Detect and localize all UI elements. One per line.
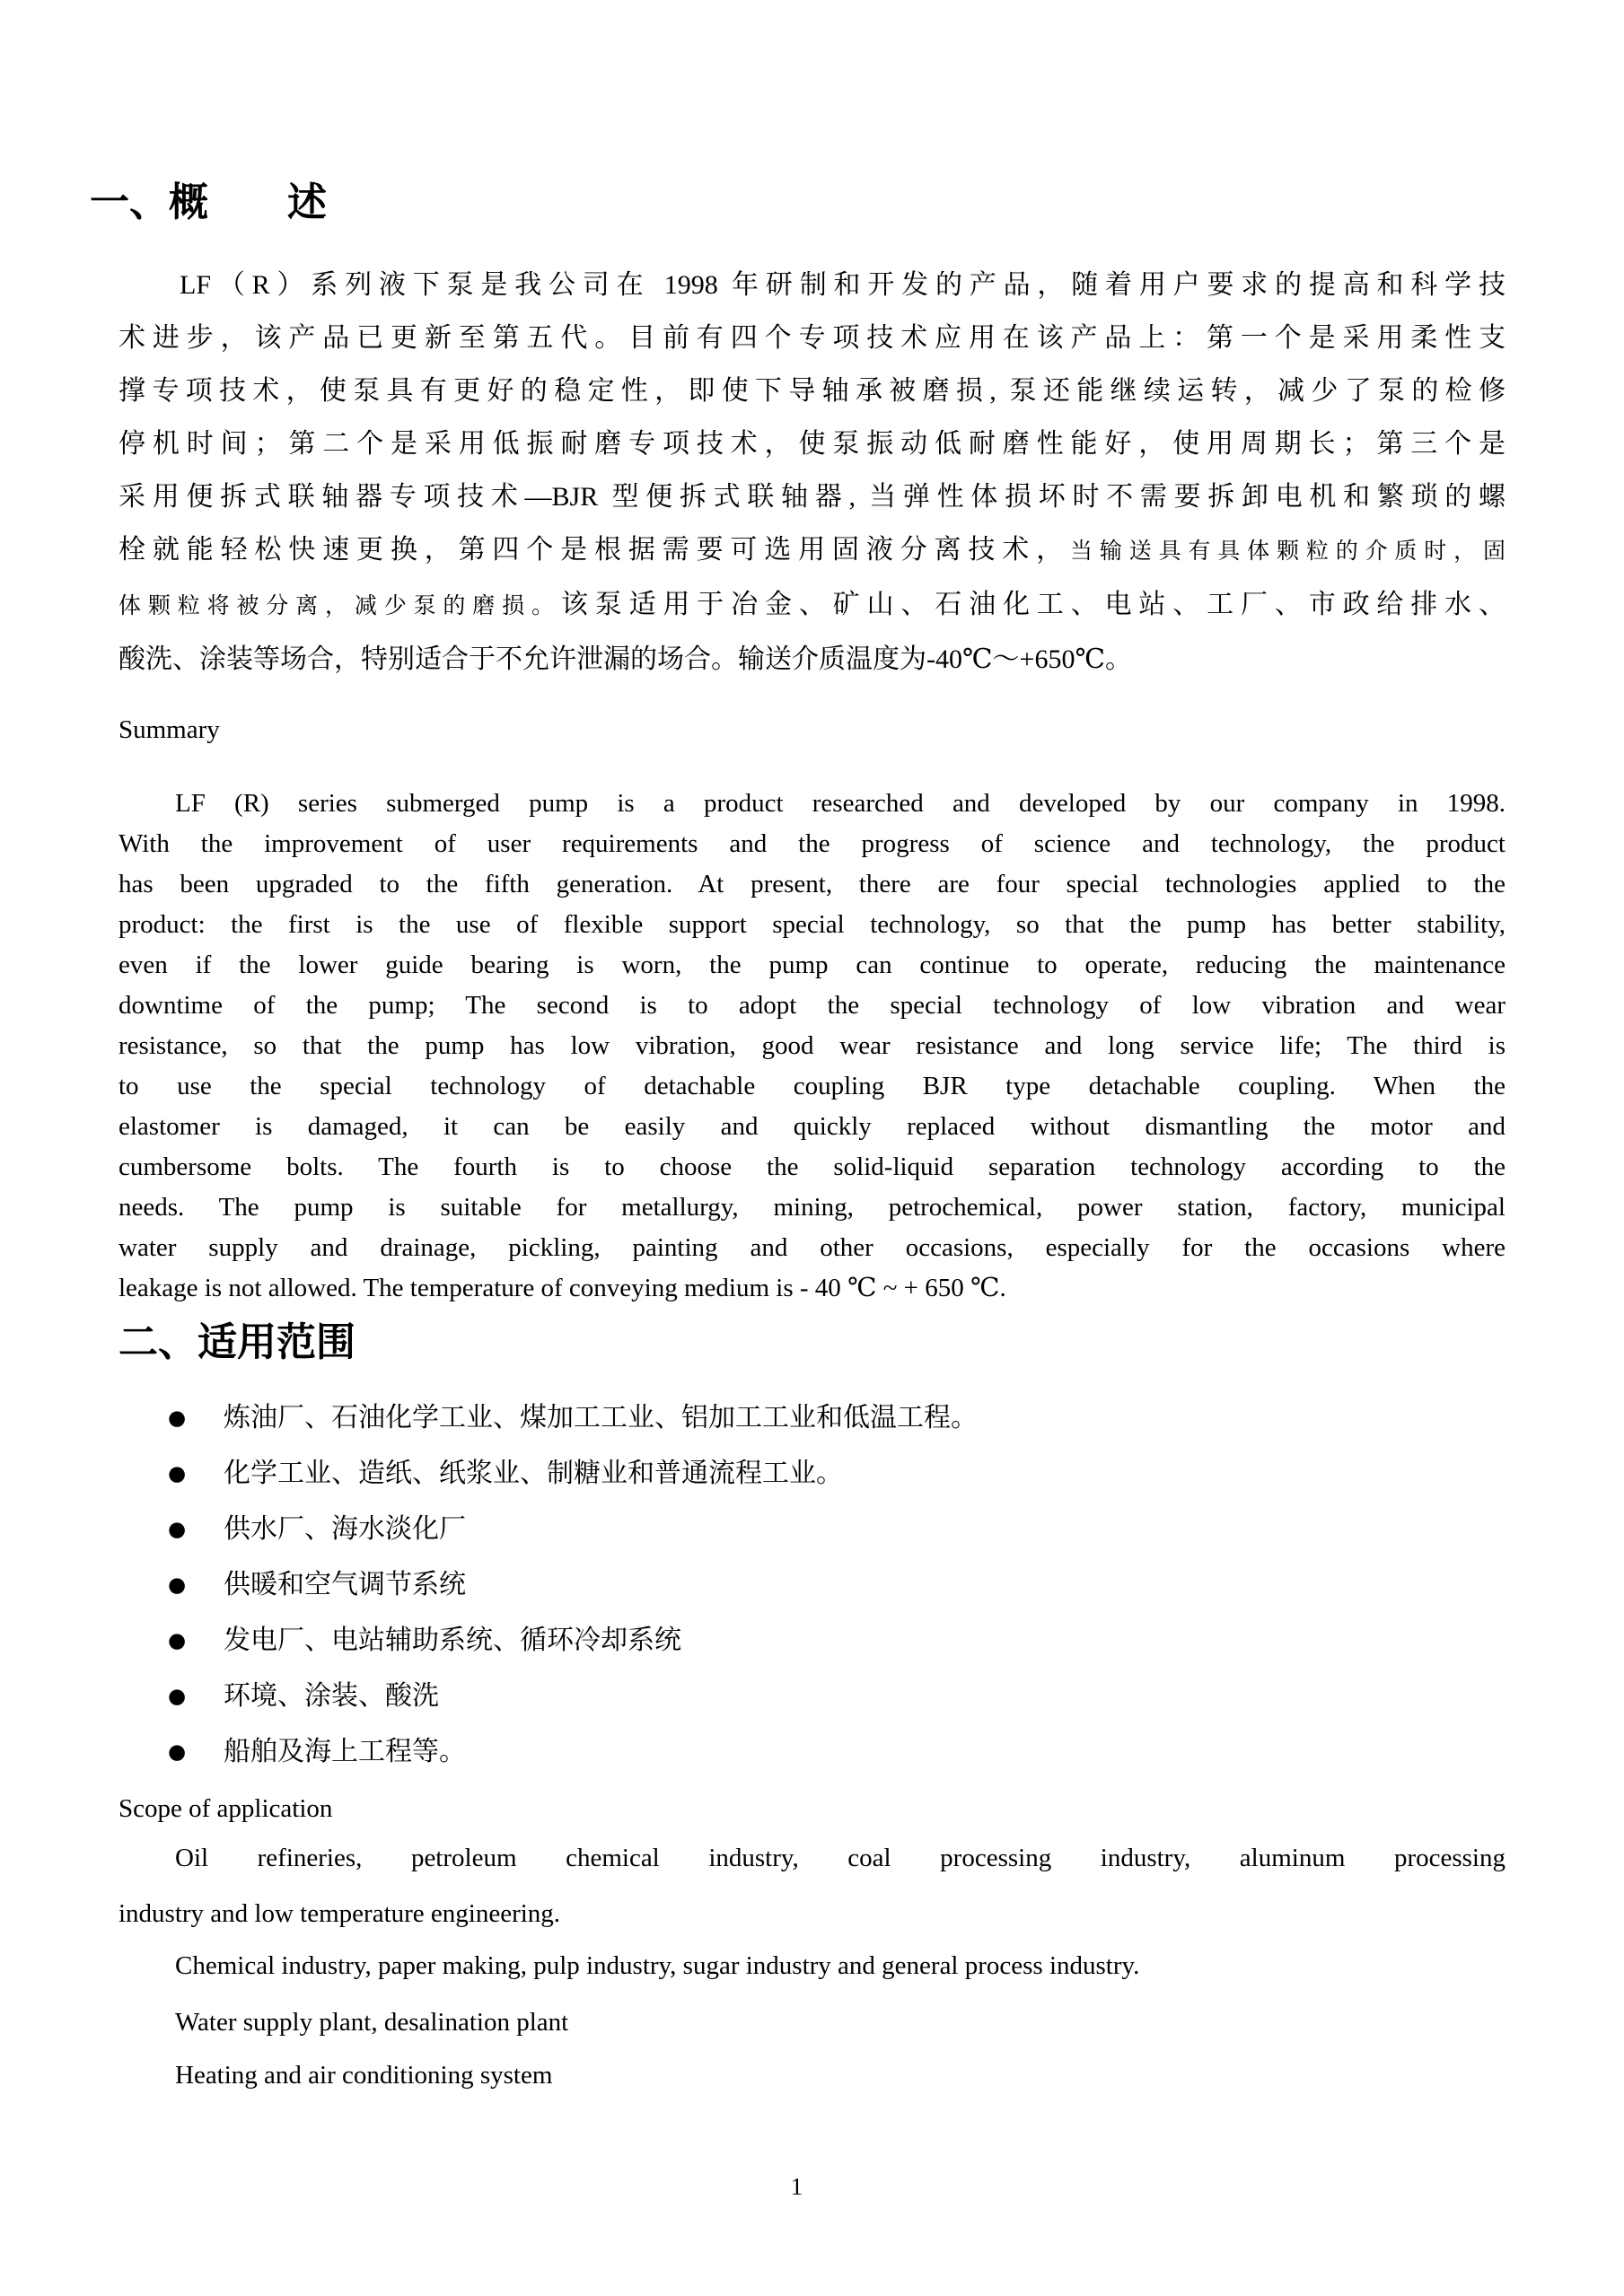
summary-line: With the improvement of user requirements and the progress of science and technology, the product [119,829,1505,858]
overview-line-6-small: 当输送具有具体颗粒的介质时，固 [1070,539,1505,564]
overview-line-7-small: 体颗粒将被分离，减少泵的磨损。 [119,594,561,618]
list-item-text: 炼油厂、石油化学工业、煤加工工业、铝加工工业和低温工程。 [224,1403,978,1433]
overview-line-5: 采用便拆式联轴器专项技术—BJR 型便拆式联轴器, 当弹性体损坏时不需要拆卸电机和繁琐的螺 [119,482,1505,512]
scope-en-line: Chemical industry, paper making, pulp industry, sugar industry and general process industry. [175,1951,1140,1980]
scope-en-line: Oil refineries, petroleum chemical industry, coal processing industry, aluminum processing [175,1844,1505,1872]
section1-english-paragraph [119,784,1505,1309]
overview-line-3: 撑专项技术，使泵具有更好的稳定性，即使下导轴承被磨损, 泵还能继续运转，减少了泵的检修 [119,376,1505,406]
bullet-icon: ● [168,1573,187,1597]
bullet-icon: ● [168,1629,187,1652]
list-item [168,1502,1505,1557]
scope-en-line: industry and low temperature engineering. [119,1899,561,1928]
overview-line-6-normal: 栓就能轻松快速更换，第四个是根据需要可选用固液分离技术， [119,535,1070,565]
bullet-icon: ● [168,1518,187,1541]
summary-line: needs. The pump is suitable for metallurgy, mining, petrochemical, power station, factory, municipal [119,1193,1505,1222]
list-item [168,1557,1505,1613]
overview-line-1: LF（R）系列液下泵是我公司在 1998 年研制和开发的产品，随着用户要求的提高和科学技 [180,270,1505,300]
summary-line: resistance, so that the pump has low vibration, good wear resistance and long service life; The third is [119,1031,1505,1060]
overview-line-4: 停机时间；第二个是采用低振耐磨专项技术，使泵振动低耐磨性能好，使用周期长；第三个是 [119,429,1505,459]
list-item [168,1613,1505,1669]
section2-heading: 二、适用范围 [119,1320,356,1364]
application-bullet-list [168,1390,1505,1780]
list-item-text: 供水厂、海水淡化厂 [224,1514,466,1544]
list-item-text: 环境、涂装、酸洗 [224,1681,439,1711]
bullet-icon: ● [168,1685,187,1708]
overview-line-8: 酸洗、涂装等场合，特别适合于不允许泄漏的场合。输送介质温度为-40℃～+650℃。 [119,644,1133,674]
overview-line-2: 术进步，该产品已更新至第五代。目前有四个专项技术应用在该产品上：第一个是采用柔性支 [119,323,1505,353]
list-item [168,1390,1505,1446]
summary-line: LF (R) series submerged pump is a product researched and developed by our company in 1998. [175,789,1505,818]
list-item-text: 船舶及海上工程等。 [224,1737,466,1766]
list-item [168,1724,1505,1780]
bullet-icon: ● [168,1740,187,1764]
overview-line-6 [119,523,1505,578]
list-item-text: 发电厂、电站辅助系统、循环冷却系统 [224,1626,681,1655]
summary-line: cumbersome bolts. The fourth is to choose the solid-liquid separation technology according to the [119,1152,1505,1181]
summary-line: even if the lower guide bearing is worn, the pump can continue to operate, reducing the maintenance [119,951,1505,979]
list-item [168,1446,1505,1502]
section1-heading: 一、概 述 [90,180,327,224]
scope-label: Scope of application [119,1794,333,1823]
section1-chinese-paragraph [119,259,1505,686]
summary-line: water supply and drainage, pickling, painting and other occasions, especially for the occasions where [119,1233,1505,1262]
summary-line: product: the first is the use of flexible support special technology, so that the pump has better stability, [119,910,1505,939]
list-item [168,1669,1505,1724]
list-item-text: 供暖和空气调节系统 [224,1570,466,1599]
summary-label: Summary [119,715,220,744]
scope-en-line: Water supply plant, desalination plant [175,2008,569,2037]
list-item-text: 化学工业、造纸、纸浆业、制糖业和普通流程工业。 [224,1459,843,1488]
summary-line: downtime of the pump; The second is to adopt the special technology of low vibration and wear [119,991,1505,1020]
scope-en-line: Heating and air conditioning system [175,2061,553,2090]
overview-line-7-normal: 该泵适用于冶金、矿山、石油化工、电站、工厂、市政给排水、 [560,590,1505,619]
summary-line: to use the special technology of detachable coupling BJR type detachable coupling. When the [119,1072,1505,1100]
summary-line: has been upgraded to the fifth generation. At present, there are four special technologies applied to the [119,870,1505,898]
page-number: 1 [790,2173,803,2200]
summary-line: elastomer is damaged, it can be easily and quickly replaced without dismantling the motor and [119,1112,1505,1141]
overview-line-7 [119,578,1505,633]
summary-line: leakage is not allowed. The temperature of conveying medium is - 40 ℃ ~ + 650 ℃. [119,1274,1006,1302]
bullet-icon: ● [168,1462,187,1485]
bullet-icon: ● [168,1407,187,1430]
